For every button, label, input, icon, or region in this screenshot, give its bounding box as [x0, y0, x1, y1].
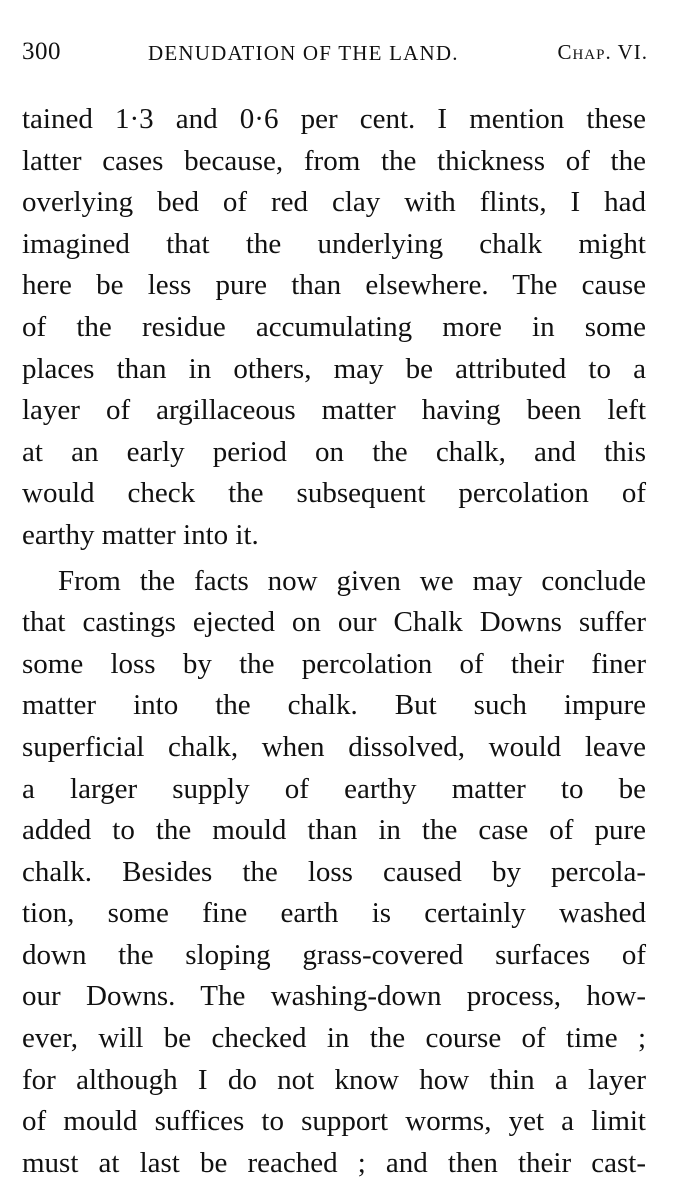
text-line: added to the mould than in the case of pure [22, 814, 646, 847]
page-number: 300 [22, 38, 61, 65]
running-title: DENUDATION OF THE LAND. [148, 41, 459, 65]
text-line: down the sloping grass-covered surfaces of [22, 938, 646, 971]
text-line: overlying bed of red clay with flints, I had [22, 186, 646, 219]
text-line: for although I do not know how thin a layer [22, 1063, 646, 1096]
paragraph-1 [22, 99, 646, 557]
text-line: places than in others, may be attributed to a [22, 352, 646, 385]
text-line: at an early period on the chalk, and this [22, 435, 646, 468]
paragraph-2 [22, 561, 646, 1185]
text-line: must at last be reached ; and then their cast- [22, 1146, 646, 1179]
text-line: chalk. Besides the loss caused by percola- [22, 855, 646, 888]
text-line: layer of argillaceous matter having been left [22, 394, 646, 427]
body-text [22, 99, 646, 1184]
text-line: imagined that the underlying chalk might [22, 227, 646, 260]
text-line: of the residue accumulating more in some [22, 310, 646, 343]
text-line: our Downs. The washing-down process, how- [22, 980, 646, 1013]
text-line: tion, some fine earth is certainly washed [22, 897, 646, 930]
text-line: here be less pure than elsewhere. The cause [22, 269, 646, 302]
page-header [22, 38, 650, 78]
text-line: of mould suffices to support worms, yet a limit [22, 1105, 646, 1138]
text-line: latter cases because, from the thickness of the [22, 144, 646, 177]
text-line: a larger supply of earthy matter to be [22, 772, 646, 805]
text-line: matter into the chalk. But such impure [22, 689, 646, 722]
text-line: earthy matter into it. [22, 518, 259, 551]
text-line: some loss by the percolation of their finer [22, 647, 646, 680]
chapter-label: Chap. VI. [557, 40, 648, 64]
text-line: From the facts now given we may conclude [58, 564, 646, 597]
text-line: superficial chalk, when dissolved, would leave [22, 730, 646, 763]
text-line: tained 1·3 and 0·6 per cent. I mention these [22, 103, 646, 135]
text-line: ever, will be checked in the course of time ; [22, 1022, 646, 1055]
text-line: that castings ejected on our Chalk Downs suffer [22, 606, 646, 639]
text-line: would check the subsequent percolation of [22, 477, 646, 510]
